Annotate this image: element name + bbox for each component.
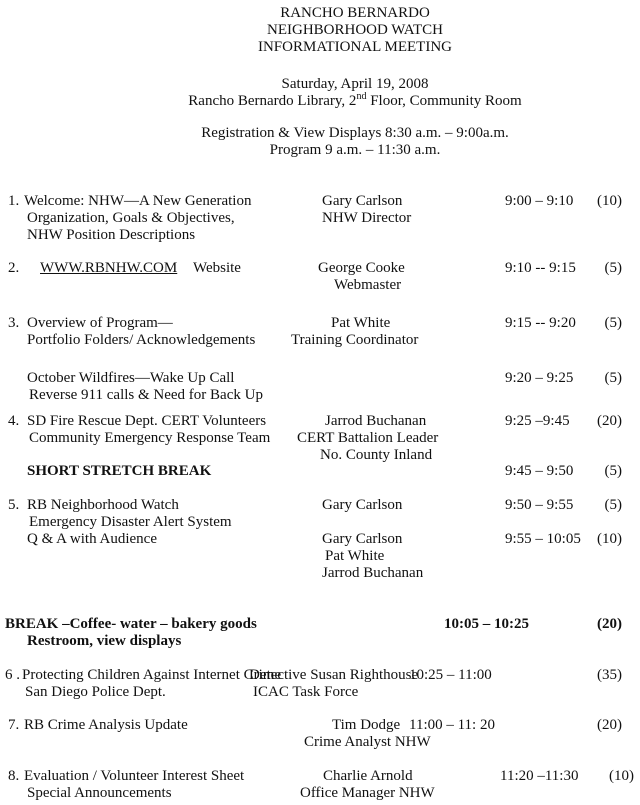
item-number: 2. (8, 260, 20, 276)
item-title: RB Crime Analysis Update (24, 717, 188, 733)
presenter-name: Pat White (331, 315, 391, 331)
presenter-role: NHW Director (322, 210, 412, 226)
item-title: SHORT STRETCH BREAK (27, 463, 212, 479)
item-number: 6 . (5, 667, 20, 683)
time-slot: 9:50 – 9:55 (505, 497, 574, 513)
location-ordinal: nd (356, 91, 367, 102)
time-slot: 10:05 – 10:25 (444, 616, 529, 632)
presenter-role: Crime Analyst NHW (304, 734, 431, 750)
location-text-end: Floor, Community Room (366, 93, 522, 109)
duration: (5) (604, 497, 622, 513)
duration: (10) (597, 531, 622, 547)
item-title: Overview of Program— (27, 315, 173, 331)
presenter-name: Detective Susan Righthouse (249, 667, 419, 683)
duration: (5) (604, 260, 622, 276)
website-link[interactable]: WWW.RBNHW.COM (40, 260, 178, 276)
presenter-name: Gary Carlson (322, 531, 403, 547)
duration: (10) (609, 768, 634, 784)
item-number: 5. (8, 497, 20, 513)
item-line: Emergency Disaster Alert System (29, 514, 232, 530)
subtitle-heading: INFORMATIONAL MEETING (257, 39, 452, 55)
item-title: Evaluation / Volunteer Interest Sheet (24, 768, 245, 784)
time-slot: 9:25 –9:45 (505, 413, 570, 429)
time-slot: 9:15 -- 9:20 (505, 315, 576, 331)
item-line: Portfolio Folders/ Acknowledgements (27, 332, 256, 348)
presenter-role: Webmaster (334, 277, 402, 293)
item-line: Organization, Goals & Objectives, (27, 210, 235, 226)
item-title: Q & A with Audience (27, 531, 157, 547)
item-number: 7. (8, 717, 20, 733)
item-title: Website (193, 260, 241, 276)
item-number: 8. (8, 768, 20, 784)
item-title: RB Neighborhood Watch (27, 497, 179, 513)
presenter-name: Pat White (325, 548, 385, 564)
time-slot: 9:45 – 9:50 (505, 463, 574, 479)
program-time: Program 9 a.m. – 11:30 a.m. (269, 142, 441, 158)
presenter-role: CERT Battalion Leader (297, 430, 439, 446)
item-line: San Diego Police Dept. (25, 684, 166, 700)
duration: (5) (604, 370, 622, 386)
duration: (10) (597, 193, 622, 209)
presenter-name: Jarrod Buchanan (322, 565, 424, 581)
item-number: 4. (8, 413, 20, 429)
presenter-name: Charlie Arnold (323, 768, 413, 784)
item-number: 3. (8, 315, 20, 331)
item-line: NHW Position Descriptions (27, 227, 196, 243)
org-heading: RANCHO BERNARDO (280, 5, 430, 21)
item-line: Reverse 911 calls & Need for Back Up (29, 387, 263, 403)
meeting-date: Saturday, April 19, 2008 (281, 76, 429, 92)
presenter-role: Office Manager NHW (300, 785, 435, 801)
item-title: SD Fire Rescue Dept. CERT Volunteers (27, 413, 267, 429)
time-slot: 10:25 – 11:00 (409, 667, 492, 683)
time-slot: 9:55 – 10:05 (505, 531, 581, 547)
duration: (5) (604, 315, 622, 331)
item-title: Protecting Children Against Internet Crime (22, 667, 282, 683)
meeting-location (0, 93, 640, 110)
presenter-role: ICAC Task Force (253, 684, 359, 700)
item-title: BREAK –Coffee- water – bakery goods (5, 616, 257, 632)
item-title: Welcome: NHW—A New Generation (24, 193, 252, 209)
item-line: Community Emergency Response Team (29, 430, 271, 446)
item-line: Restroom, view displays (27, 633, 182, 649)
presenter-name: Tim Dodge (332, 717, 401, 733)
location-text: Rancho Bernardo Library, 2 (188, 93, 357, 109)
title-heading: NEIGHBORHOOD WATCH (267, 22, 443, 38)
presenter-role: No. County Inland (320, 447, 433, 463)
duration: (5) (604, 463, 622, 479)
item-number: 1. (8, 193, 20, 209)
presenter-name: George Cooke (318, 260, 405, 276)
time-slot: 11:20 –11:30 (500, 768, 579, 784)
time-slot: 9:10 -- 9:15 (505, 260, 576, 276)
item-title: October Wildfires—Wake Up Call (27, 370, 235, 386)
time-slot: 11:00 – 11: 20 (409, 717, 495, 733)
duration: (35) (597, 667, 622, 683)
registration-time: Registration & View Displays 8:30 a.m. – 9:00a.m. (201, 125, 509, 141)
duration: (20) (597, 717, 622, 733)
item-line: Special Announcements (27, 785, 172, 801)
presenter-name: Gary Carlson (322, 193, 403, 209)
presenter-name: Gary Carlson (322, 497, 403, 513)
time-slot: 9:00 – 9:10 (505, 193, 574, 209)
duration: (20) (597, 413, 622, 429)
duration: (20) (597, 616, 622, 632)
time-slot: 9:20 – 9:25 (505, 370, 574, 386)
presenter-name: Jarrod Buchanan (325, 413, 427, 429)
presenter-role: Training Coordinator (291, 332, 419, 348)
